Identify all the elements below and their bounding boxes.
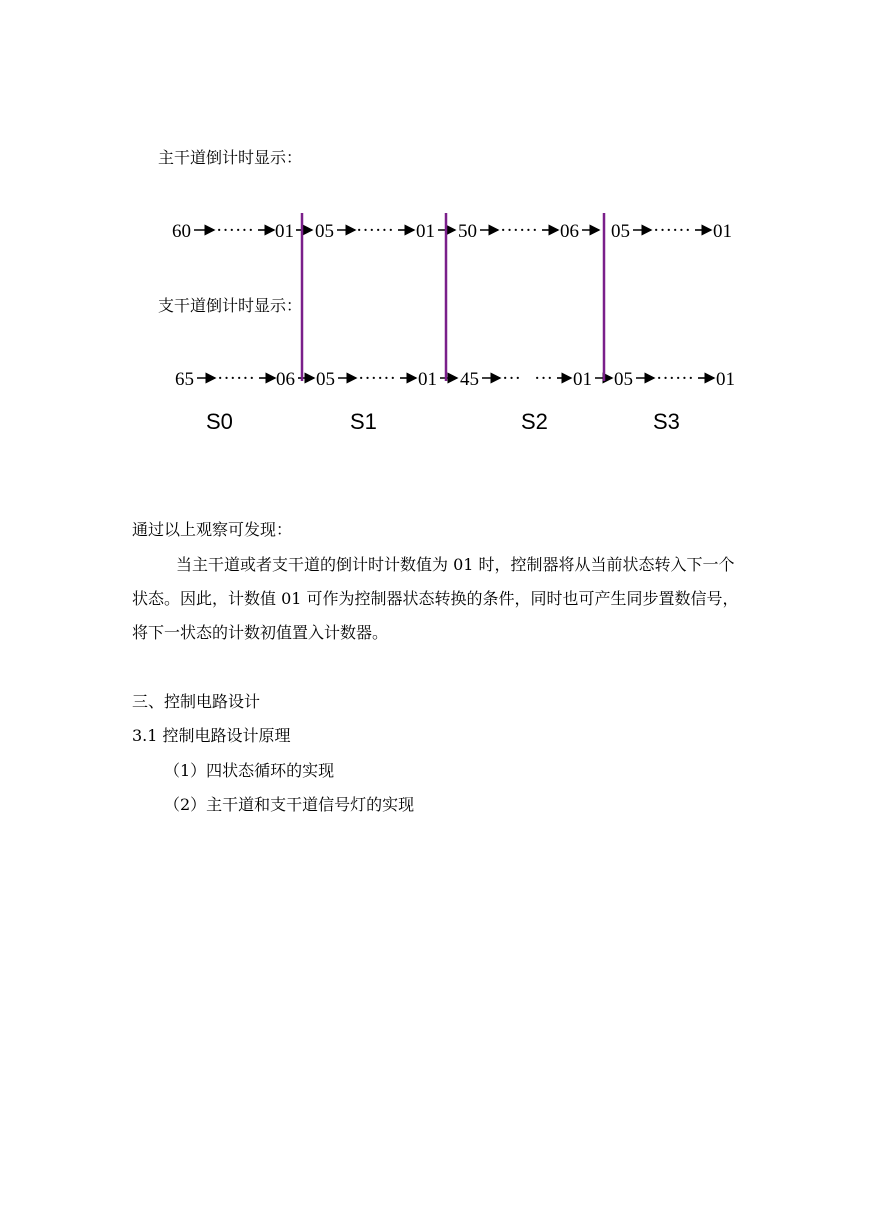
main-seq-start-0: 60 — [172, 221, 191, 242]
main-seq-start-2: 50 — [458, 221, 477, 242]
main-seq-start-1: 05 — [315, 221, 334, 242]
main-seq-end-0: 01 — [275, 221, 294, 242]
branch-road-heading: 支干道倒计时显示： — [158, 296, 303, 315]
branch-seq-start-3: 05 — [614, 369, 633, 390]
branch-seq-end-0: 06 — [276, 369, 295, 390]
branch-seq-dots-1: ······ — [358, 368, 396, 389]
main-seq-dots-1: ······ — [356, 220, 394, 241]
branch-seq-start-0: 65 — [175, 369, 194, 390]
main-seq-start-3: 05 — [611, 221, 630, 242]
subsection-title: 3.1 控制电路设计原理 — [132, 726, 291, 745]
branch-seq-dots-2b: ··· — [534, 368, 553, 389]
main-seq-dots-0: ······ — [216, 220, 254, 241]
branch-seq-end-2: 01 — [573, 369, 592, 390]
branch-seq-end-1: 01 — [418, 369, 437, 390]
main-seq-end-3: 01 — [713, 221, 732, 242]
main-seq-dots-3: ······ — [653, 220, 691, 241]
list-item-1: （1）四状态循环的实现 — [164, 761, 335, 780]
main-seq-end-2: 06 — [560, 221, 579, 242]
list-item-2: （2）主干道和支干道信号灯的实现 — [164, 795, 415, 814]
observation-paragraph: 当主干道或者支干道的倒计时计数值为 01 时，控制器将从当前状态转入下一个状态。因此，计数值 01 可作为控制器状态转换的条件，同时也可产生同步置数信号，将下一状态的计数初值置入计数器。 — [132, 555, 739, 642]
branch-seq-dots-0: ······ — [217, 368, 255, 389]
main-seq-dots-2: ······ — [500, 220, 538, 241]
main-seq-end-1: 01 — [416, 221, 435, 242]
branch-seq-start-1: 05 — [316, 369, 335, 390]
countdown-diagram — [150, 195, 750, 455]
state-label-s0: S0 — [206, 409, 233, 434]
branch-seq-start-2: 45 — [460, 369, 479, 390]
branch-seq-dots-2a: ··· — [502, 368, 521, 389]
state-label-s3: S3 — [653, 409, 680, 434]
section-title: 三、控制电路设计 — [132, 692, 261, 711]
branch-seq-end-3: 01 — [716, 369, 735, 390]
main-road-heading: 主干道倒计时显示： — [158, 148, 303, 167]
countdown-diagram-svg — [150, 195, 750, 455]
state-label-s2: S2 — [521, 409, 548, 434]
state-label-s1: S1 — [350, 409, 377, 434]
branch-seq-dots-3: ······ — [656, 368, 694, 389]
observation-intro: 通过以上观察可发现： — [132, 520, 293, 539]
